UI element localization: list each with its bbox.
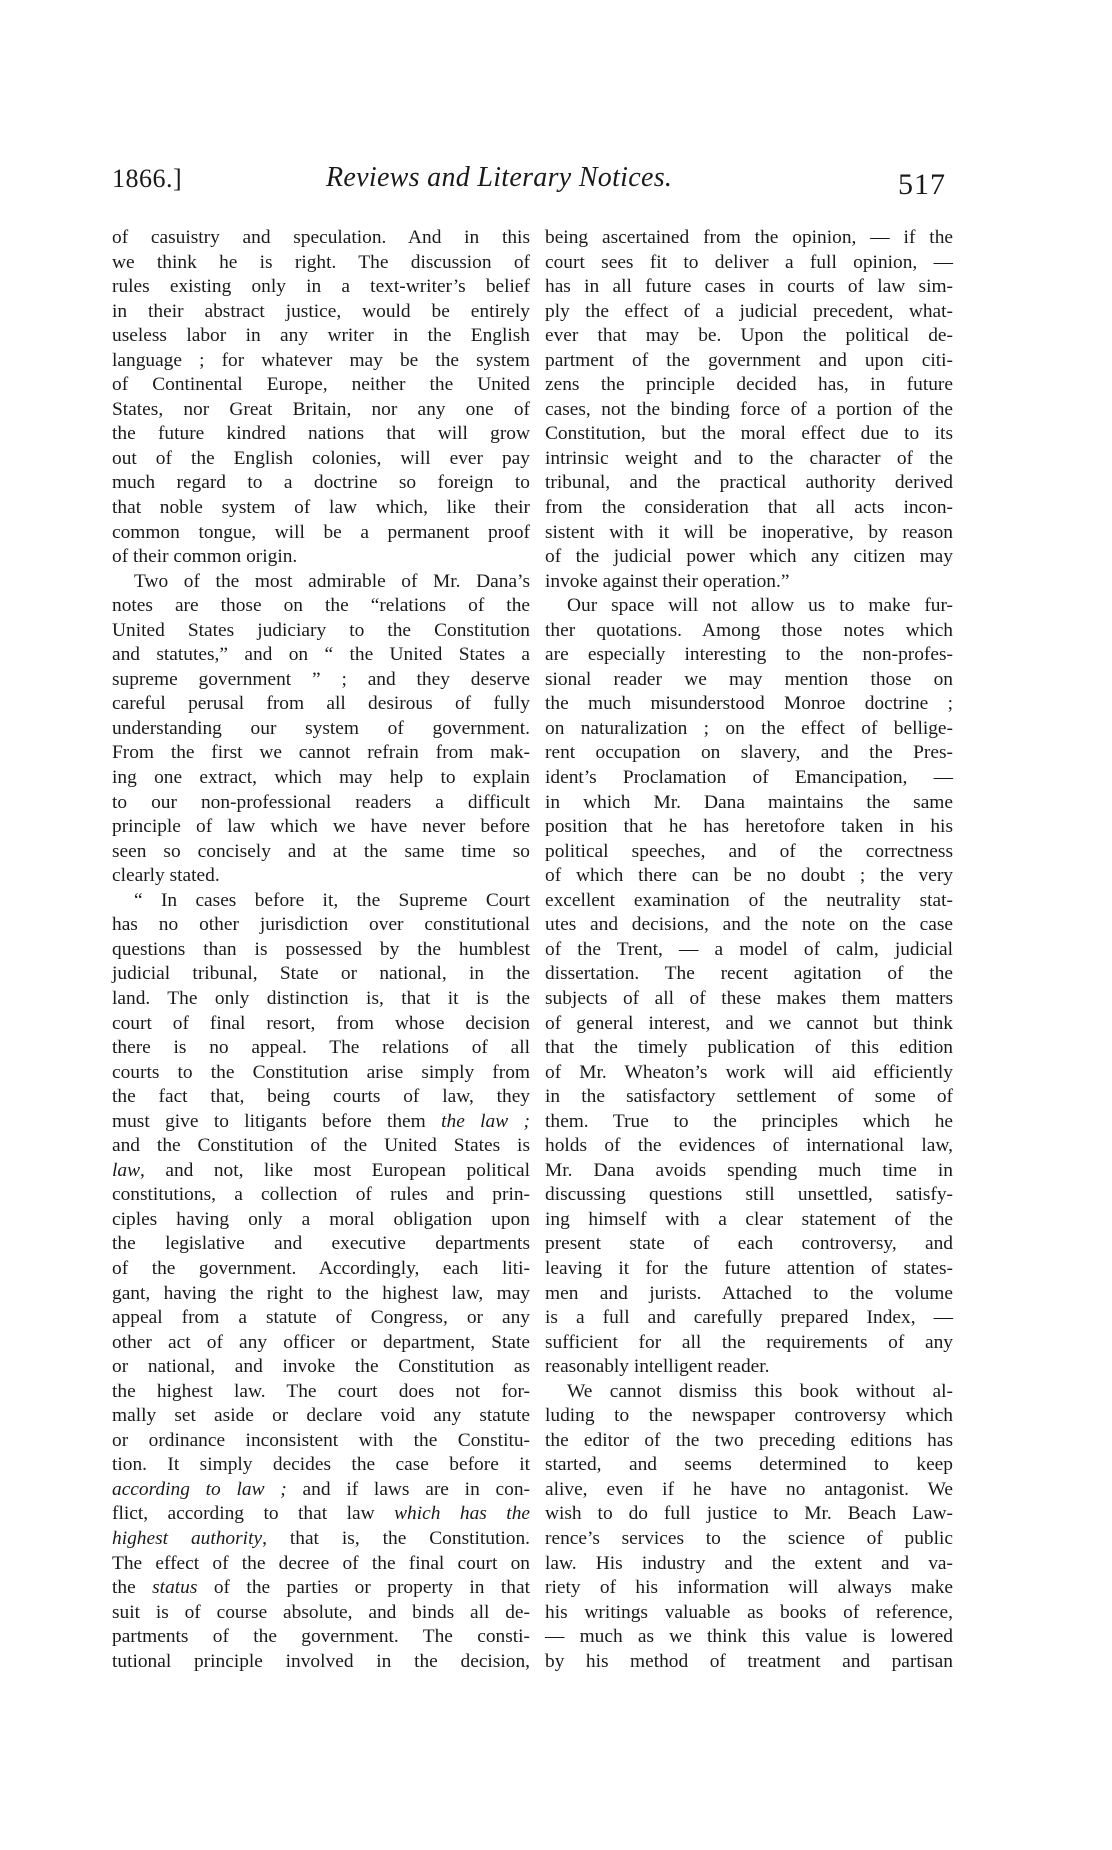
text-run: the editor of the two preceding editions has xyxy=(545,1429,953,1451)
text-run: United States judiciary to the Constitution xyxy=(112,619,530,641)
text-line xyxy=(112,496,530,521)
text-run: land. The only distinction is, that it is the xyxy=(112,987,530,1009)
text-line xyxy=(545,1085,953,1110)
text-line xyxy=(112,717,530,742)
text-run: suit is of course absolute, and binds all de- xyxy=(112,1601,530,1623)
running-head xyxy=(112,160,952,200)
text-run: law. His industry and the extent and va- xyxy=(545,1552,953,1574)
text-line xyxy=(545,692,953,717)
text-line xyxy=(112,373,530,398)
text-run: Our space will not allow us to make fur- xyxy=(567,595,953,617)
text-line xyxy=(545,1232,953,1257)
text-line xyxy=(545,1576,953,1601)
text-run: the future kindred nations that will grow xyxy=(112,423,530,445)
text-run: tion. It simply decides the case before it xyxy=(112,1454,530,1476)
text-run: and if laws are in con- xyxy=(286,1478,530,1500)
text-line xyxy=(545,987,953,1012)
text-line xyxy=(112,324,530,349)
text-run: of the judicial power which any citizen may xyxy=(545,546,953,568)
text-run: ther quotations. Among those notes which xyxy=(545,619,953,641)
text-run: out of the English colonies, will ever pay xyxy=(112,447,530,469)
text-line xyxy=(545,251,953,276)
text-line xyxy=(545,447,953,472)
text-line xyxy=(112,619,530,644)
text-line xyxy=(112,521,530,546)
text-run: sufficient for all the requirements of any xyxy=(545,1331,953,1353)
text-line xyxy=(545,1110,953,1135)
text-run: notes are those on the “relations of the xyxy=(112,595,530,617)
text-run: being ascertained from the opinion, — if the xyxy=(545,227,953,248)
text-line xyxy=(545,741,953,766)
text-line xyxy=(545,594,953,619)
text-run: zens the principle decided has, in future xyxy=(545,374,953,396)
page-number: 517 xyxy=(898,168,946,201)
text-line xyxy=(112,1085,530,1110)
text-run: we think he is right. The discussion of xyxy=(112,251,530,273)
text-run: discussing questions still unsettled, satisfy- xyxy=(545,1184,953,1206)
text-line xyxy=(112,864,530,889)
text-run: partments of the government. The consti- xyxy=(112,1626,530,1648)
text-line xyxy=(545,889,953,914)
text-run: ing himself with a clear statement of the xyxy=(545,1208,953,1230)
text-run: leaving it for the future attention of states- xyxy=(545,1257,953,1279)
text-line xyxy=(112,1012,530,1037)
text-line xyxy=(112,1576,530,1601)
text-line xyxy=(545,1306,953,1331)
text-line xyxy=(545,668,953,693)
text-run: ing one extract, which may help to explain xyxy=(112,767,530,789)
text-line xyxy=(545,1012,953,1037)
text-run: principle of law which we have never before xyxy=(112,816,530,838)
text-line xyxy=(112,1183,530,1208)
text-run: them. True to the principles which he xyxy=(545,1110,953,1132)
italic-text: highest authority xyxy=(112,1527,263,1549)
text-line xyxy=(112,1036,530,1061)
text-line xyxy=(545,1355,953,1380)
text-line xyxy=(545,521,953,546)
text-line xyxy=(545,1159,953,1184)
text-run: — much as we think this value is lowered xyxy=(545,1626,953,1648)
text-run: court of final resort, from whose decision xyxy=(112,1012,530,1034)
text-run: sional reader we may mention those on xyxy=(545,668,953,690)
text-run: of general interest, and we cannot but think xyxy=(545,1012,953,1034)
text-line xyxy=(112,791,530,816)
text-run: political speeches, and of the correctness xyxy=(545,840,953,862)
text-line xyxy=(545,545,953,570)
text-run: rules existing only in a text-writer’s belief xyxy=(112,276,530,298)
text-run: States, nor Great Britain, nor any one of xyxy=(112,398,530,420)
text-line xyxy=(112,889,530,914)
text-run: the highest law. The court does not for- xyxy=(112,1380,530,1402)
text-line xyxy=(112,913,530,938)
text-line xyxy=(545,840,953,865)
text-run: or ordinance inconsistent with the Constitu- xyxy=(112,1429,530,1451)
text-run: has no other jurisdiction over constitutional xyxy=(112,914,530,936)
text-line xyxy=(112,1134,530,1159)
text-run: reasonably intelligent reader. xyxy=(545,1356,770,1378)
text-run: , that is, the Constitution. xyxy=(262,1527,530,1549)
text-run: there is no appeal. The relations of all xyxy=(112,1037,530,1059)
text-run: We cannot dismiss this book without al- xyxy=(567,1380,953,1402)
text-line xyxy=(545,766,953,791)
text-line xyxy=(112,815,530,840)
text-run: court sees fit to deliver a full opinion, — xyxy=(545,251,953,273)
text-line xyxy=(545,962,953,987)
text-run: in which Mr. Dana maintains the same xyxy=(545,791,953,813)
text-line xyxy=(545,570,953,595)
text-run: constitutions, a collection of rules and prin- xyxy=(112,1184,530,1206)
text-run: alive, even if he have no antagonist. We xyxy=(545,1478,953,1500)
text-run: that the timely publication of this edition xyxy=(545,1037,953,1059)
text-line xyxy=(112,1625,530,1650)
text-run: understanding our system of government. xyxy=(112,717,530,739)
text-run: of which there can be no doubt ; the very xyxy=(545,865,953,887)
text-run: on naturalization ; on the effect of bellige- xyxy=(545,717,953,739)
text-line xyxy=(112,251,530,276)
text-run: by his method of treatment and partisan xyxy=(545,1650,953,1672)
text-line xyxy=(545,1134,953,1159)
text-run: started, and seems determined to keep xyxy=(545,1454,953,1476)
text-run: the much misunderstood Monroe doctrine ; xyxy=(545,693,953,715)
text-line xyxy=(545,717,953,742)
text-run: men and jurists. Attached to the volume xyxy=(545,1282,953,1304)
text-run: mally set aside or declare void any statute xyxy=(112,1405,530,1427)
text-line xyxy=(545,349,953,374)
text-run: common tongue, will be a permanent proof xyxy=(112,521,530,543)
text-line xyxy=(112,766,530,791)
text-line xyxy=(545,643,953,668)
text-line xyxy=(545,275,953,300)
text-run: tribunal, and the practical authority derived xyxy=(545,472,953,494)
text-line xyxy=(545,1257,953,1282)
text-run: of the government. Accordingly, each liti- xyxy=(112,1257,530,1279)
text-run: cases, not the binding force of a portion of the xyxy=(545,398,953,420)
text-run: must give to litigants before them xyxy=(112,1110,442,1132)
text-line xyxy=(545,938,953,963)
text-line xyxy=(112,422,530,447)
text-run: appeal from a statute of Congress, or any xyxy=(112,1307,530,1329)
text-run: and the Constitution of the United States is xyxy=(112,1135,530,1157)
text-run: rent occupation on slavery, and the Pres- xyxy=(545,742,953,764)
text-run: utes and decisions, and the note on the case xyxy=(545,914,953,936)
text-run: that noble system of law which, like their xyxy=(112,497,530,519)
text-line xyxy=(545,791,953,816)
text-run: other act of any officer or department, State xyxy=(112,1331,530,1353)
text-line xyxy=(112,840,530,865)
text-run: from the consideration that all acts incon- xyxy=(545,497,953,519)
text-run: dissertation. The recent agitation of the xyxy=(545,963,953,985)
text-line xyxy=(545,864,953,889)
text-run: clearly stated. xyxy=(112,865,220,887)
text-column-left xyxy=(112,226,530,1674)
text-run: his writings valuable as books of reference, xyxy=(545,1601,953,1623)
text-run: in their abstract justice, would be entirely xyxy=(112,300,530,322)
text-run: of casuistry and speculation. And in this xyxy=(112,227,530,248)
text-line xyxy=(112,545,530,570)
text-line xyxy=(545,1183,953,1208)
text-run: to our non-professional readers a difficult xyxy=(112,791,530,813)
text-run: is a full and carefully prepared Index, — xyxy=(545,1307,953,1329)
text-line xyxy=(545,1601,953,1626)
text-line xyxy=(545,226,953,251)
italic-text: law xyxy=(112,1159,141,1181)
text-run: useless labor in any writer in the English xyxy=(112,325,530,347)
text-line xyxy=(545,1380,953,1405)
text-run: tutional principle involved in the decision, xyxy=(112,1650,530,1672)
text-run: present state of each controversy, and xyxy=(545,1233,953,1255)
text-run: “ In cases before it, the Supreme Court xyxy=(134,889,530,911)
text-line xyxy=(112,349,530,374)
text-line xyxy=(112,1110,530,1135)
text-line xyxy=(545,422,953,447)
text-run: flict, according to that law xyxy=(112,1503,395,1525)
text-line xyxy=(112,226,530,251)
text-run: of the parties or property in that xyxy=(197,1577,530,1599)
text-run: ciples having only a moral obligation upon xyxy=(112,1208,530,1230)
text-line xyxy=(545,1036,953,1061)
text-line xyxy=(112,692,530,717)
text-run: language ; for whatever may be the system xyxy=(112,349,530,371)
text-line xyxy=(545,1331,953,1356)
text-line xyxy=(112,668,530,693)
text-line xyxy=(112,1331,530,1356)
text-line xyxy=(545,398,953,423)
text-line xyxy=(112,1527,530,1552)
text-line xyxy=(112,741,530,766)
text-line xyxy=(545,1282,953,1307)
text-line xyxy=(112,471,530,496)
text-run: has in all future cases in courts of law sim- xyxy=(545,276,953,298)
italic-text: status xyxy=(152,1577,198,1599)
text-line xyxy=(112,1306,530,1331)
text-line xyxy=(112,570,530,595)
text-run: invoke against their operation.” xyxy=(545,570,790,592)
text-line xyxy=(112,1601,530,1626)
text-run: luding to the newspaper controversy which xyxy=(545,1405,953,1427)
text-line xyxy=(112,1502,530,1527)
text-line xyxy=(545,913,953,938)
text-line xyxy=(545,1061,953,1086)
text-run: judicial tribunal, State or national, in the xyxy=(112,963,530,985)
text-run: holds of the evidences of international law, xyxy=(545,1135,953,1157)
text-run: questions than is possessed by the humblest xyxy=(112,938,530,960)
text-line xyxy=(545,1527,953,1552)
text-line xyxy=(112,1355,530,1380)
text-line xyxy=(112,643,530,668)
text-line xyxy=(112,1208,530,1233)
text-run: of Mr. Wheaton’s work will aid efficiently xyxy=(545,1061,953,1083)
text-line xyxy=(112,987,530,1012)
text-run: , and not, like most European political xyxy=(140,1159,530,1181)
text-run: much regard to a doctrine so foreign to xyxy=(112,472,530,494)
text-line xyxy=(112,1257,530,1282)
text-run: and statutes,” and on “ the United States a xyxy=(112,644,530,666)
text-run: position that he has heretofore taken in his xyxy=(545,816,953,838)
text-line xyxy=(545,1404,953,1429)
text-line xyxy=(112,1282,530,1307)
text-run: in the satisfactory settlement of some of xyxy=(545,1086,953,1108)
text-line xyxy=(112,1159,530,1184)
text-line xyxy=(545,1625,953,1650)
text-line xyxy=(545,373,953,398)
text-line xyxy=(112,1380,530,1405)
text-run: Mr. Dana avoids spending much time in xyxy=(545,1159,953,1181)
text-line xyxy=(545,1453,953,1478)
text-line xyxy=(112,1478,530,1503)
text-line xyxy=(545,496,953,521)
text-line xyxy=(112,1552,530,1577)
text-line xyxy=(112,938,530,963)
text-line xyxy=(112,962,530,987)
text-line xyxy=(112,1404,530,1429)
text-line xyxy=(112,300,530,325)
text-run: careful perusal from all desirous of fully xyxy=(112,693,530,715)
text-line xyxy=(545,1552,953,1577)
text-line xyxy=(112,1232,530,1257)
italic-text: according to law ; xyxy=(112,1478,287,1500)
text-run: supreme government ” ; and they deserve xyxy=(112,668,530,690)
text-run: gant, having the right to the highest law, may xyxy=(112,1282,530,1304)
text-line xyxy=(545,815,953,840)
text-line xyxy=(112,594,530,619)
text-run: excellent examination of the neutrality stat- xyxy=(545,889,953,911)
text-run: of their common origin. xyxy=(112,546,298,568)
text-run: Constitution, but the moral effect due to its xyxy=(545,423,953,445)
text-line xyxy=(112,1453,530,1478)
running-head-year: 1866.] xyxy=(112,164,183,193)
text-run: subjects of all of these makes them matters xyxy=(545,987,953,1009)
text-run: The effect of the decree of the final court on xyxy=(112,1552,530,1574)
running-head-title: Reviews and Literary Notices. xyxy=(326,162,673,193)
text-run: riety of his information will always make xyxy=(545,1577,953,1599)
text-run: sistent with it will be inoperative, by reason xyxy=(545,521,953,543)
text-run: rence’s services to the science of public xyxy=(545,1527,953,1549)
text-run: the legislative and executive departments xyxy=(112,1233,530,1255)
text-run: seen so concisely and at the same time so xyxy=(112,840,530,862)
text-run: ever that may be. Upon the political de- xyxy=(545,325,953,347)
text-run: Two of the most admirable of Mr. Dana’s xyxy=(134,570,530,592)
text-line xyxy=(545,1208,953,1233)
text-run: of Continental Europe, neither the United xyxy=(112,374,530,396)
text-line xyxy=(545,1429,953,1454)
text-run: From the first we cannot refrain from mak- xyxy=(112,742,530,764)
text-run: courts to the Constitution arise simply from xyxy=(112,1061,530,1083)
text-line xyxy=(545,471,953,496)
text-line xyxy=(112,1650,530,1675)
text-line xyxy=(112,1429,530,1454)
italic-text: the law ; xyxy=(441,1110,530,1132)
italic-text: which has the xyxy=(394,1503,531,1525)
text-line xyxy=(112,398,530,423)
text-line xyxy=(112,1061,530,1086)
text-line xyxy=(112,275,530,300)
text-line xyxy=(545,324,953,349)
text-run: ply the effect of a judicial precedent, what- xyxy=(545,300,953,322)
text-column-right xyxy=(545,226,953,1674)
text-run: of the Trent, — a model of calm, judicial xyxy=(545,938,953,960)
text-run: the fact that, being courts of law, they xyxy=(112,1086,530,1108)
text-line xyxy=(545,1650,953,1675)
text-line xyxy=(545,1502,953,1527)
text-line xyxy=(545,619,953,644)
text-line xyxy=(112,447,530,472)
text-run: are especially interesting to the non-profes- xyxy=(545,644,953,666)
text-run: intrinsic weight and to the character of the xyxy=(545,447,953,469)
text-line xyxy=(545,300,953,325)
text-run: or national, and invoke the Constitution as xyxy=(112,1356,530,1378)
text-run: the xyxy=(112,1577,153,1599)
text-run: ident’s Proclamation of Emancipation, — xyxy=(545,767,953,789)
text-run: partment of the government and upon citi- xyxy=(545,349,953,371)
text-line xyxy=(545,1478,953,1503)
text-run: wish to do full justice to Mr. Beach Law- xyxy=(545,1503,953,1525)
